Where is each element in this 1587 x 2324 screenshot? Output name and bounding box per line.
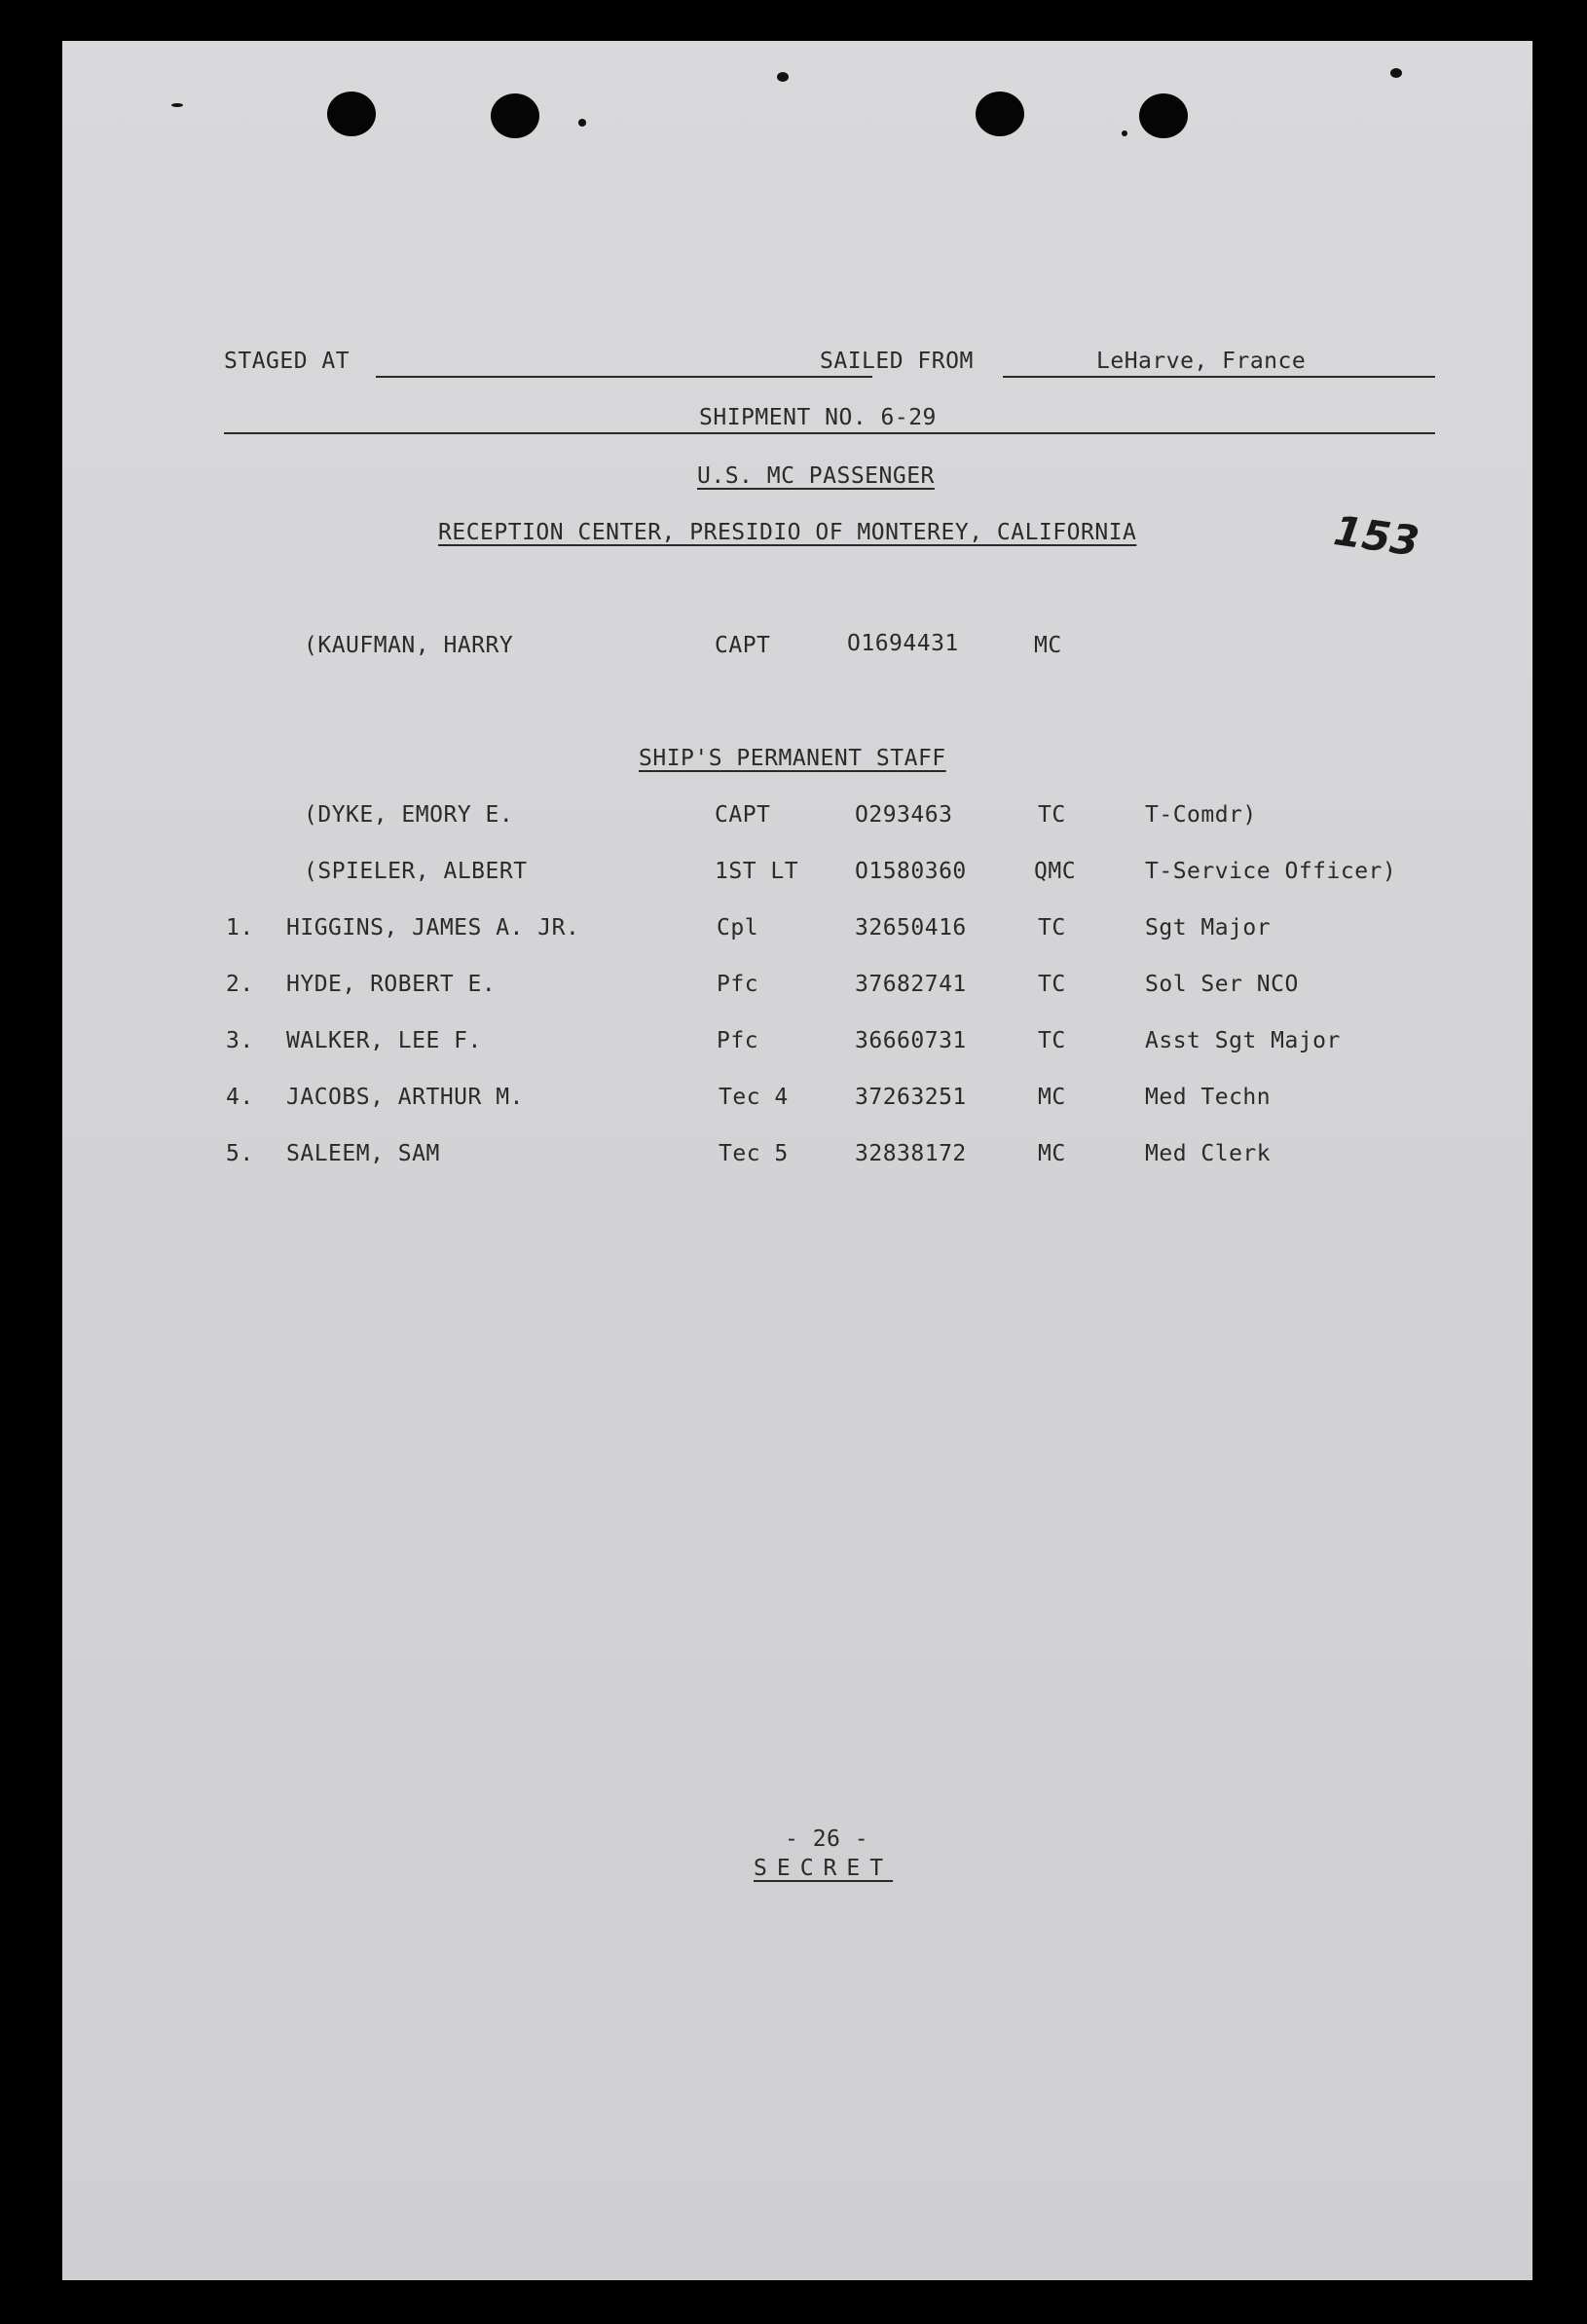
speck bbox=[1390, 68, 1402, 78]
speck bbox=[1122, 130, 1127, 136]
staff-branch: MC bbox=[1038, 1085, 1066, 1110]
staff-num: 1. bbox=[226, 915, 254, 941]
sailed-from-value: LeHarve, France bbox=[1096, 349, 1307, 374]
passenger-branch: MC bbox=[1034, 633, 1062, 658]
staff-heading: SHIP'S PERMANENT STAFF bbox=[639, 746, 946, 771]
staff-serial: 32650416 bbox=[855, 915, 967, 941]
passenger-serial: O1694431 bbox=[847, 631, 959, 656]
staff-rank: Pfc bbox=[717, 972, 759, 997]
staff-rank: Pfc bbox=[717, 1028, 759, 1053]
speck bbox=[777, 72, 789, 82]
speck bbox=[171, 103, 183, 107]
staff-duty: Sgt Major bbox=[1145, 915, 1272, 941]
staff-name: (DYKE, EMORY E. bbox=[304, 802, 514, 828]
destination: RECEPTION CENTER, PRESIDIO OF MONTEREY, CALIFORNIA bbox=[438, 520, 1137, 545]
punch-hole bbox=[491, 93, 539, 138]
staff-rank: Tec 5 bbox=[719, 1141, 789, 1166]
staff-serial: 36660731 bbox=[855, 1028, 967, 1053]
staff-rank: CAPT bbox=[715, 802, 771, 828]
staff-rank: 1ST LT bbox=[715, 859, 799, 884]
staff-serial: O293463 bbox=[855, 802, 953, 828]
punch-hole bbox=[976, 92, 1024, 136]
staff-duty: Sol Ser NCO bbox=[1145, 972, 1299, 997]
staff-name: JACOBS, ARTHUR M. bbox=[286, 1085, 524, 1110]
punch-hole bbox=[1139, 93, 1188, 138]
staff-serial: 37682741 bbox=[855, 972, 967, 997]
staff-serial: 32838172 bbox=[855, 1141, 967, 1166]
staff-branch: TC bbox=[1038, 915, 1066, 941]
staff-branch: TC bbox=[1038, 802, 1066, 828]
sailed-from-label: SAILED FROM bbox=[820, 349, 974, 374]
paper-sheet bbox=[62, 41, 1532, 2280]
staff-num: 4. bbox=[226, 1085, 254, 1110]
staff-duty: T-Service Officer) bbox=[1145, 859, 1397, 884]
shipment-number: SHIPMENT NO. 6-29 bbox=[699, 405, 937, 430]
passenger-type: U.S. MC PASSENGER bbox=[697, 463, 935, 489]
passenger-rank: CAPT bbox=[715, 633, 771, 658]
staff-branch: MC bbox=[1038, 1141, 1066, 1166]
classification-marking: SECRET bbox=[754, 1856, 894, 1881]
page-number: - 26 - bbox=[785, 1826, 869, 1852]
staff-duty: Med Clerk bbox=[1145, 1141, 1272, 1166]
passenger-name: (KAUFMAN, HARRY bbox=[304, 633, 514, 658]
staff-duty: Asst Sgt Major bbox=[1145, 1028, 1341, 1053]
staged-at-blank-line bbox=[376, 376, 872, 378]
staff-branch: QMC bbox=[1034, 859, 1077, 884]
speck bbox=[578, 119, 586, 127]
punch-hole bbox=[327, 92, 376, 136]
staff-num: 5. bbox=[226, 1141, 254, 1166]
page-stamp-number: 153 bbox=[1331, 506, 1422, 566]
sailed-from-line bbox=[1003, 376, 1435, 378]
shipment-rule bbox=[224, 432, 1435, 434]
staff-name: SALEEM, SAM bbox=[286, 1141, 440, 1166]
staff-serial: 37263251 bbox=[855, 1085, 967, 1110]
staff-name: HIGGINS, JAMES A. JR. bbox=[286, 915, 580, 941]
staff-num: 3. bbox=[226, 1028, 254, 1053]
staff-name: WALKER, LEE F. bbox=[286, 1028, 482, 1053]
staff-branch: TC bbox=[1038, 1028, 1066, 1053]
staff-duty: Med Techn bbox=[1145, 1085, 1272, 1110]
staff-num: 2. bbox=[226, 972, 254, 997]
staff-duty: T-Comdr) bbox=[1145, 802, 1257, 828]
staff-name: HYDE, ROBERT E. bbox=[286, 972, 497, 997]
staff-rank: Cpl bbox=[717, 915, 759, 941]
staff-branch: TC bbox=[1038, 972, 1066, 997]
staged-at-label: STAGED AT bbox=[224, 349, 351, 374]
staff-name: (SPIELER, ALBERT bbox=[304, 859, 528, 884]
staff-rank: Tec 4 bbox=[719, 1085, 789, 1110]
staff-serial: O1580360 bbox=[855, 859, 967, 884]
